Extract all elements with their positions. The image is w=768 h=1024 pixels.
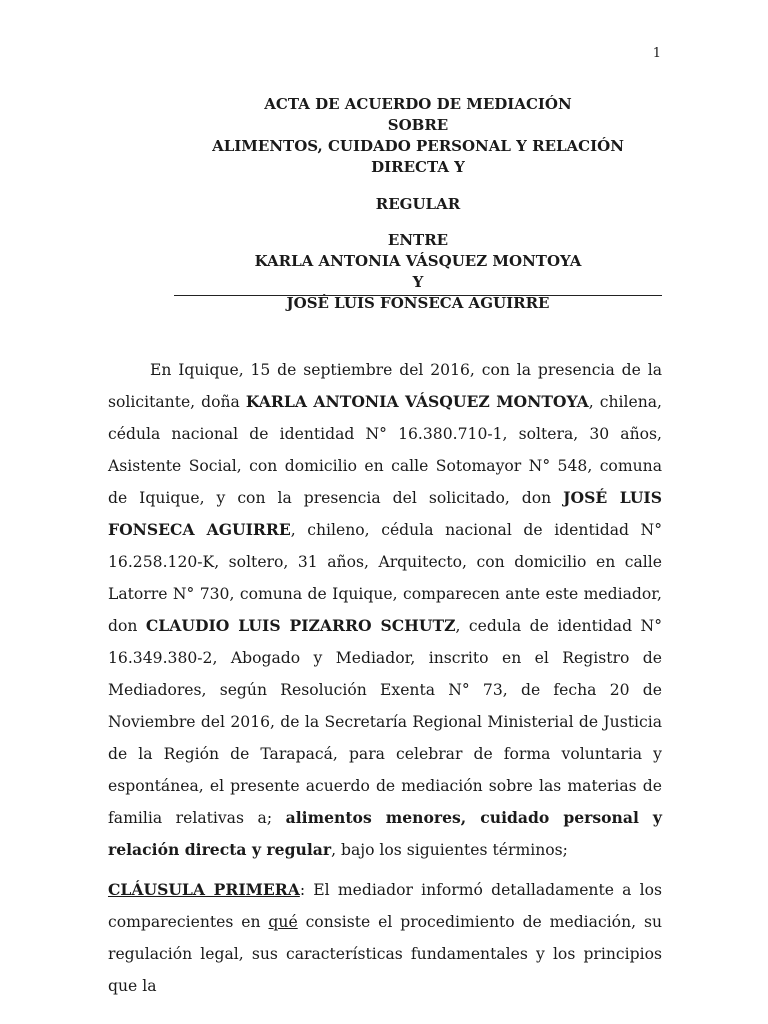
title-line-4: REGULAR <box>375 195 461 213</box>
title-line-3: ALIMENTOS, CUIDADO PERSONAL Y RELACIÓN DIRECTA Y <box>212 137 624 176</box>
clause-text: : El mediador informó detalladamente a los comparecientes en <box>108 881 662 931</box>
paragraph-intro <box>108 354 662 866</box>
title-line-2: SOBRE <box>387 116 449 134</box>
clause-heading: CLÁUSULA PRIMERA <box>108 880 300 899</box>
document-title <box>174 94 662 314</box>
title-line-6: KARLA ANTONIA VÁSQUEZ MONTOYA <box>254 252 582 270</box>
page-number: 1 <box>652 46 661 61</box>
subject-matters: alimentos menores, cuidado personal y relación directa y regular <box>108 808 662 859</box>
clause-underlined-word: qué <box>268 913 298 931</box>
paragraph-text: En Iquique, 15 de septiembre del 2016, con la presencia de la solicitante, doña <box>108 361 662 411</box>
title-line-5: ENTRE <box>387 231 449 249</box>
paragraph-text: , bajo los siguientes términos; <box>331 841 568 859</box>
clause-primera <box>108 874 662 1002</box>
paragraph-text: , chilena, cédula nacional de identidad N° 16.380.710-1, soltera, 30 años, Asistente Social, con domicilio en calle Sotomayor N° 548, comuna de Iquique, y con la presencia del solicitado, don <box>108 393 662 507</box>
solicitante-name: KARLA ANTONIA VÁSQUEZ MONTOYA <box>245 392 589 411</box>
solicitado-name: JOSÉ LUIS FONSECA AGUIRRE <box>108 488 662 539</box>
title-underline-rule <box>174 295 662 296</box>
paragraph-text: , chileno, cédula nacional de identidad N° 16.258.120-K, soltero, 31 años, Arquitecto, con domicilio en calle Latorre N° 730, comuna de Iquique, comparecen ante este mediador, don <box>108 521 662 635</box>
document-body <box>108 354 662 1002</box>
title-line-8: JOSÉ LUIS FONSECA AGUIRRE <box>286 294 550 312</box>
title-line-1: ACTA DE ACUERDO DE MEDIACIÓN <box>264 95 572 113</box>
mediator-name: CLAUDIO LUIS PIZARRO SCHUTZ <box>145 616 456 635</box>
clause-text: consiste el procedimiento de mediación, su regulación legal, sus características fundamentales y los principios que la <box>108 913 662 995</box>
paragraph-text: , cedula de identidad N° 16.349.380-2, Abogado y Mediador, inscrito en el Registro de Mediadores, según Resolución Exenta N° 73, de fecha 20 de Noviembre del 2016, de la Secretaría Regional Ministerial de Justicia de la Región de Tarapacá, para celebrar de forma voluntaria y espontánea, el presente acuerdo de mediación sobre las materias de familia relativas a; <box>108 617 662 827</box>
title-line-7: Y <box>412 273 424 291</box>
